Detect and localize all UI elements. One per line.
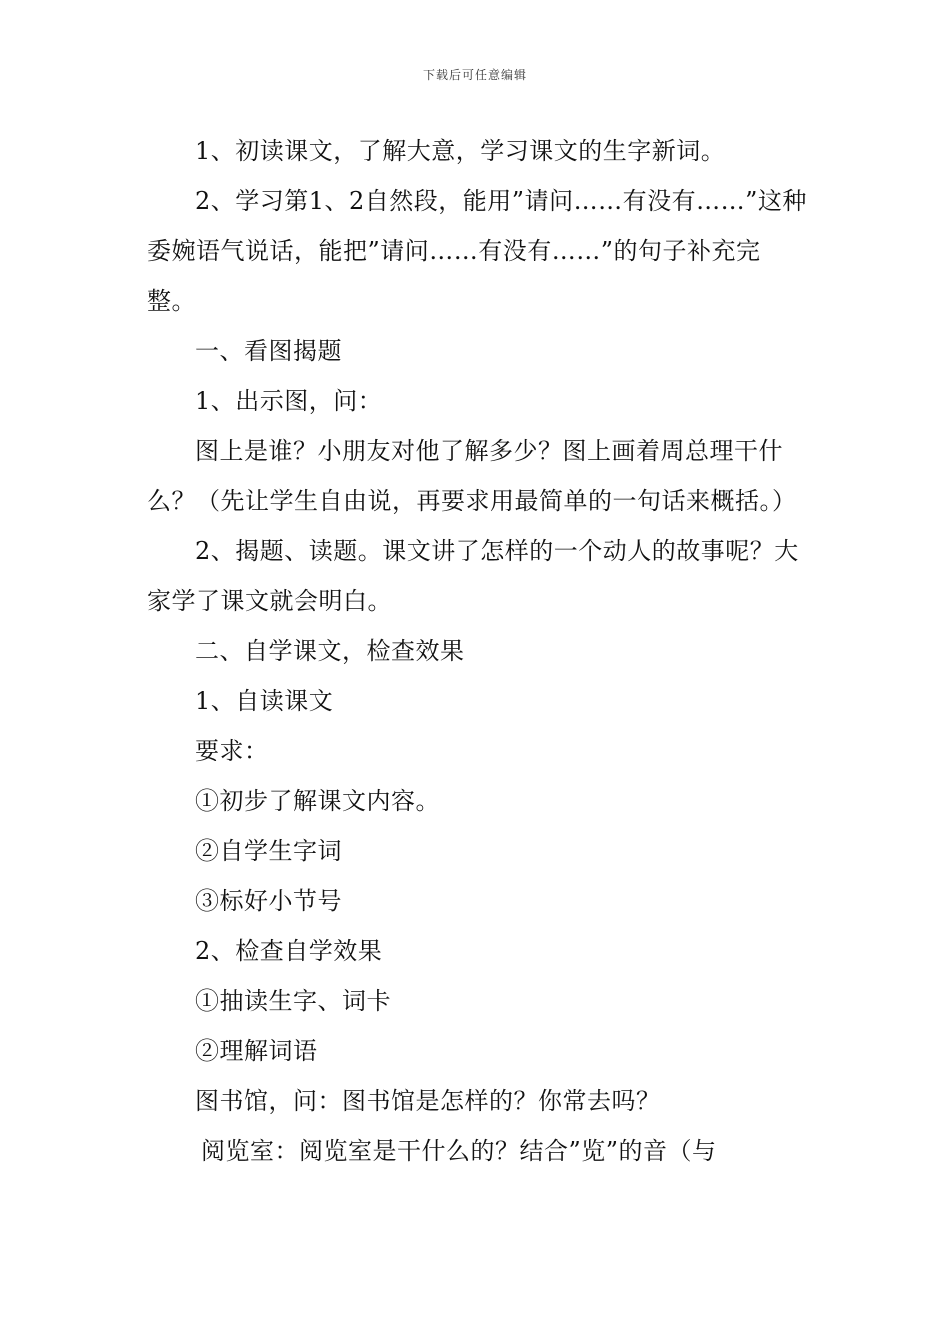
page-header: 下载后可任意编辑 xyxy=(422,68,527,82)
paragraph-6: 1、自读课文 xyxy=(195,687,334,715)
list-item-2: ②自学生字词 xyxy=(195,837,342,865)
document-body xyxy=(147,126,807,1176)
paragraph-3: 1、出示图，问： xyxy=(195,387,383,415)
section-heading-2: 二、自学课文，检查效果 xyxy=(195,637,465,665)
paragraph-7: 要求： xyxy=(195,737,269,765)
paragraph-10: 阅览室：阅览室是干什么的？结合”览”的音（与 xyxy=(201,1137,717,1165)
paragraph-2: 2、学习第1、2自然段，能用”请问……有没有……”这种委婉语气说话，能把”请问……有没有……”的句子补充完整。 xyxy=(147,187,807,315)
list-item-5: ②理解词语 xyxy=(195,1037,318,1065)
paragraph-9: 图书馆，问：图书馆是怎样的？你常去吗？ xyxy=(195,1087,661,1115)
list-item-3: ③标好小节号 xyxy=(195,887,342,915)
paragraph-5: 2、揭题、读题。课文讲了怎样的一个动人的故事呢？大家学了课文就会明白。 xyxy=(147,537,799,615)
section-heading-1: 一、看图揭题 xyxy=(195,337,342,365)
paragraph-4: 图上是谁？小朋友对他了解多少？图上画着周总理干什么？（先让学生自由说，再要求用最简单的一句话来概括。） xyxy=(147,437,797,515)
list-item-1: ①初步了解课文内容。 xyxy=(195,787,440,815)
list-item-4: ①抽读生字、词卡 xyxy=(195,987,391,1015)
paragraph-8: 2、检查自学效果 xyxy=(195,937,383,965)
paragraph-1: 1、初读课文，了解大意，学习课文的生字新词。 xyxy=(195,137,726,165)
